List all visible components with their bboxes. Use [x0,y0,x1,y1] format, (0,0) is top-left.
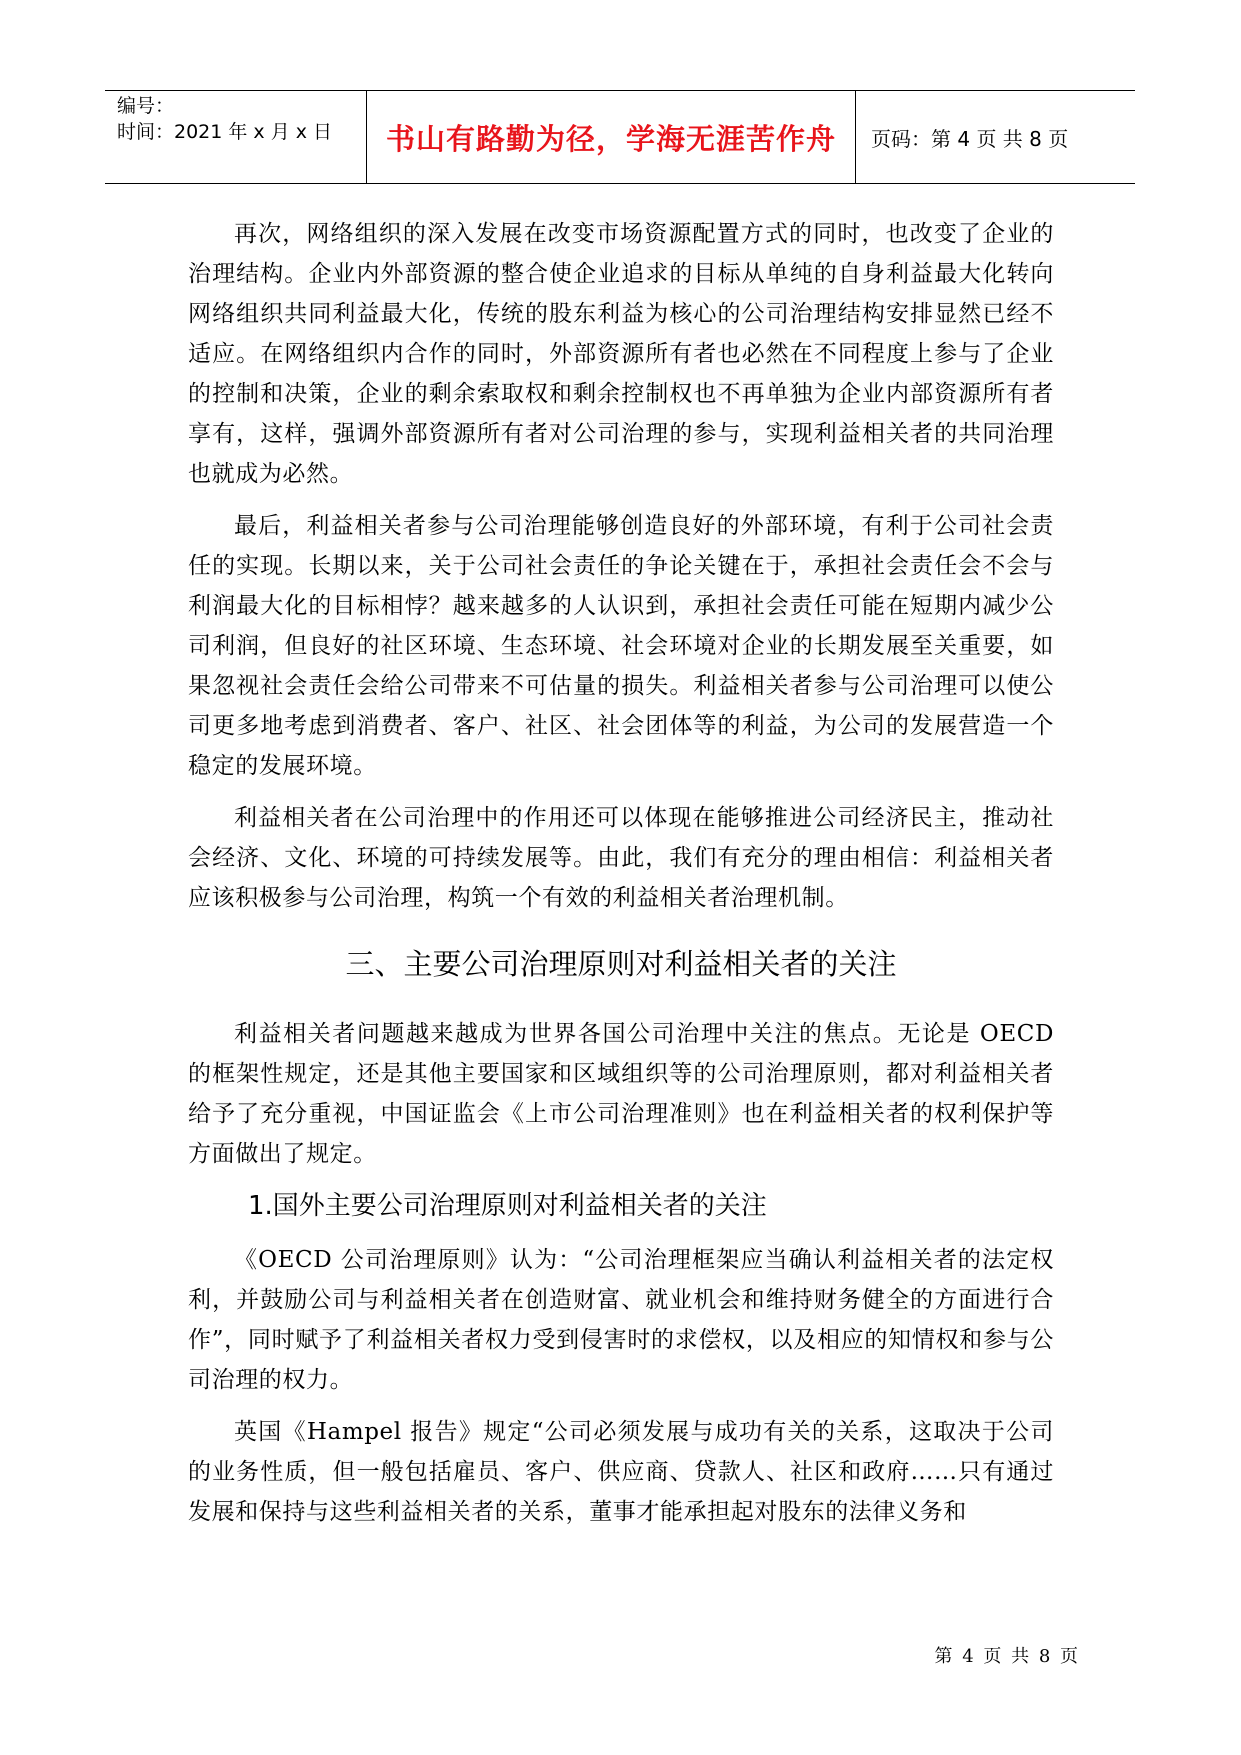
body-paragraph: 利益相关者在公司治理中的作用还可以体现在能够推进公司经济民主，推动社会经济、文化、环境的可持续发展等。由此，我们有充分的理由相信：利益相关者应该积极参与公司治理，构筑一个有效的利益相关者治理机制。 [188,805,1054,911]
header-meta [105,91,367,183]
subsection-paragraph: 英国《Hampel 报告》规定“公司必须发展与成功有关的关系，这取决于公司的业务性质，但一般包括雇员、客户、供应商、贷款人、社区和政府……只有通过发展和保持与这些利益相关者的关系，董事才能承担起对股东的法律义务和 [188,1419,1054,1525]
subsection-paragraph: 《OECD 公司治理原则》认为：“公司治理框架应当确认利益相关者的法定权利，并鼓励公司与利益相关者在创造财富、就业机会和维持财务健全的方面进行合作”，同时赋予了利益相关者权力受到侵害时的求偿权，以及相应的知情权和参与公司治理的权力。 [188,1247,1054,1393]
header-number-label: 编号： [117,95,175,117]
header-time-label: 时间：2021 年 x 月 x 日 [117,121,333,143]
page-footer: 第 4 页 共 8 页 [934,1646,1080,1667]
subsection-heading: 1.国外主要公司治理原则对利益相关者的关注 [248,1191,767,1221]
header-page-info: 页码：第 4 页 共 8 页 [871,126,1069,151]
body-paragraph: 最后，利益相关者参与公司治理能够创造良好的外部环境，有利于公司社会责任的实现。长期以来，关于公司社会责任的争论关键在于，承担社会责任会不会与利润最大化的目标相悖？越来越多的人认识到，承担社会责任可能在短期内减少公司利润，但良好的社区环境、生态环境、社会环境对企业的长期发展至关重要，如果忽视社会责任会给公司带来不可估量的损失。利益相关者参与公司治理可以使公司更多地考虑到消费者、客户、社区、社会团体等的利益，为公司的发展营造一个稳定的发展环境。 [188,513,1054,779]
document-body [188,214,1054,1544]
header-page-info-cell [856,91,1135,183]
body-paragraph: 再次，网络组织的深入发展在改变市场资源配置方式的同时，也改变了企业的治理结构。企业内外部资源的整合使企业追求的目标从单纯的自身利益最大化转向网络组织共同利益最大化，传统的股东利益为核心的公司治理结构安排显然已经不适应。在网络组织内合作的同时，外部资源所有者也必然在不同程度上参与了企业的控制和决策，企业的剩余索取权和剩余控制权也不再单独为企业内部资源所有者享有，这样，强调外部资源所有者对公司治理的参与，实现利益相关者的共同治理也就成为必然。 [188,221,1054,487]
section-heading: 三、主要公司治理原则对利益相关者的关注 [345,947,897,981]
header-motto-cell [367,91,856,183]
section-paragraph: 利益相关者问题越来越成为世界各国公司治理中关注的焦点。无论是 OECD 的框架性规定，还是其他主要国家和区域组织等的公司治理原则，都对利益相关者给予了充分重视，中国证监会《上市公司治理准则》也在利益相关者的权利保护等方面做出了规定。 [188,1021,1054,1167]
header-motto: 书山有路勤为径，学海无涯苦作舟 [385,121,836,156]
page-header [105,90,1135,184]
